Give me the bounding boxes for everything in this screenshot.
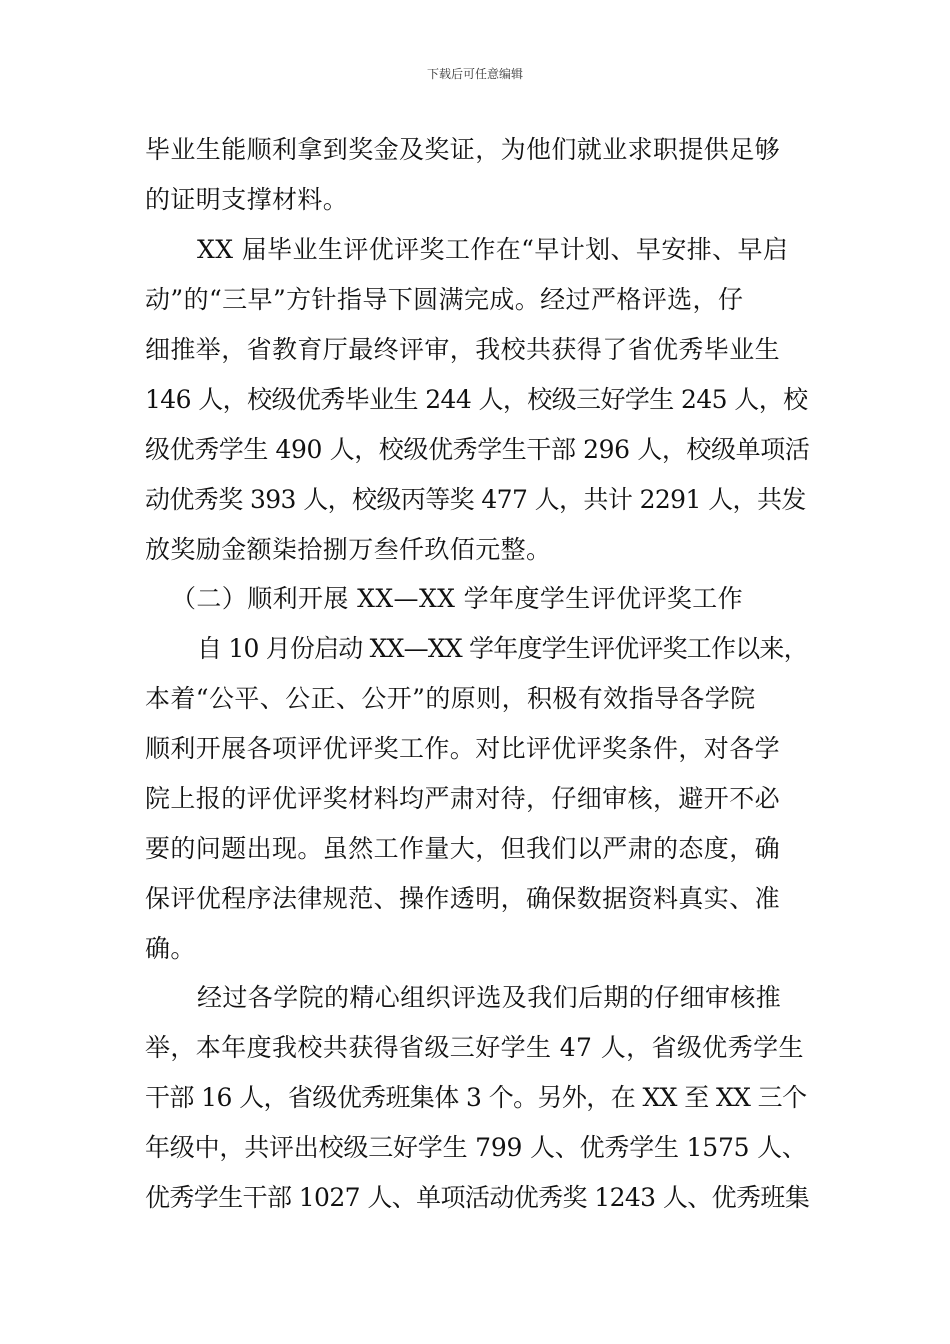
body-line: 院上报的评优评奖材料均严肃对待，仔细审核，避开不必 — [145, 784, 781, 813]
body-line: 动”的“三早”方针指导下圆满完成。经过严格评选，仔 — [145, 285, 744, 314]
body-line: XX 届毕业生评优评奖工作在“早计划、早安排、早启 — [197, 235, 789, 264]
body-line: 本着“公平、公正、公开”的原则，积极有效指导各学院 — [145, 684, 756, 713]
body-line: 干部 16 人，省级优秀班集体 3 个。另外，在 XX 至 XX 三个 — [145, 1083, 807, 1112]
body-line: 自 10 月份启动 XX—XX 学年度学生评优评奖工作以来， — [197, 634, 808, 663]
body-line: 顺利开展各项评优评奖工作。对比评优评奖条件，对各学 — [145, 734, 781, 763]
body-line: 级优秀学生 490 人，校级优秀学生干部 296 人，校级单项活 — [145, 435, 810, 464]
body-line: 146 人，校级优秀毕业生 244 人，校级三好学生 245 人，校 — [145, 385, 808, 414]
page-header: 下载后可任意编辑 — [426, 67, 523, 81]
body-line: 年级中，共评出校级三好学生 799 人、优秀学生 1575 人、 — [145, 1133, 807, 1162]
body-line: 放奖励金额柒拾捌万叁仟玖佰元整。 — [145, 535, 552, 564]
body-line: 的证明支撑材料。 — [145, 185, 349, 214]
body-line: 动优秀奖 393 人，校级丙等奖 477 人，共计 2291 人，共发 — [145, 485, 806, 514]
body-line: 细推举，省教育厅最终评审，我校共获得了省优秀毕业生 — [145, 335, 781, 364]
body-line: 毕业生能顺利拿到奖金及奖证，为他们就业求职提供足够 — [145, 135, 781, 164]
body-line: 优秀学生干部 1027 人、单项活动优秀奖 1243 人、优秀班集 — [145, 1183, 810, 1212]
body-line: 要的问题出现。虽然工作量大，但我们以严肃的态度，确 — [145, 834, 781, 863]
body-line: 确。 — [145, 934, 196, 963]
body-line: 经过各学院的精心组织评选及我们后期的仔细审核推 — [197, 983, 782, 1012]
section-heading: （二）顺利开展 XX—XX 学年度学生评优评奖工作 — [171, 584, 744, 613]
body-line: 举，本年度我校共获得省级三好学生 47 人，省级优秀学生 — [145, 1033, 804, 1062]
body-line: 保评优程序法律规范、操作透明，确保数据资料真实、准 — [145, 884, 781, 913]
